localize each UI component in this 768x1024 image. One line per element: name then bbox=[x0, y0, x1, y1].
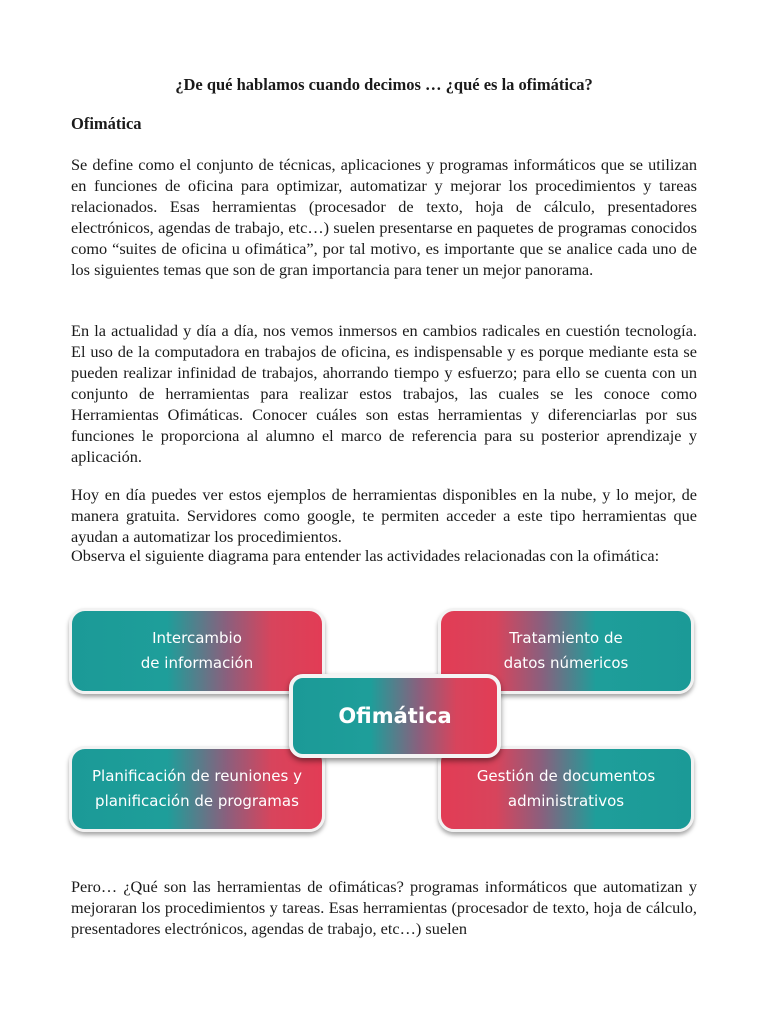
section-heading: Ofimática bbox=[71, 114, 142, 133]
diagram-label-gestion: Gestión de documentos administrativos bbox=[476, 767, 656, 810]
document-title: ¿De qué hablamos cuando decimos … ¿qué es la ofimática? bbox=[175, 75, 593, 94]
diagram-center-label: Ofimática bbox=[338, 703, 452, 728]
diagram-label-planificacion: Planificación de reuniones y planificación de programas bbox=[92, 767, 302, 810]
diagram-label-tratamiento: Tratamiento de datos númericos bbox=[503, 629, 629, 672]
diagram-label-intercambio: Intercambio de información bbox=[140, 629, 254, 672]
diagram-box-planificacion bbox=[69, 746, 325, 832]
paragraph-definition: Se define como el conjunto de técnicas, aplicaciones y programas informáticos que se utilizan en funciones de oficina para optimizar, automatizar y mejorar los procedimientos y tareas relacionados. Esas herramientas (procesador de texto, hoja de cálculo, presentadores electrónicos, agendas de trabajo, etc…) suelen presentarse en paquetes de programas conocidos como “suites de oficina u ofimática”, por tal motivo, es importante que se analice cada uno de los siguientes temas que son de gran importancia para tener un mejor panorama. bbox=[71, 155, 697, 279]
diagram-box-gestion bbox=[438, 746, 694, 832]
ofimatica-diagram bbox=[69, 606, 697, 836]
paragraph-diagram-intro: Observa el siguiente diagrama para entender las actividades relacionadas con la ofimática: bbox=[71, 546, 660, 565]
paragraph-context: En la actualidad y día a día, nos vemos inmersos en cambios radicales en cuestión tecnología. El uso de la computadora en trabajos de oficina, es indispensable y es porque mediante esta se pueden realizar infinidad de trabajos, ahorrando tiempo y esfuerzo; para ello se cuenta con un conjunto de herramientas para realizar estos trabajos, las cuales se les conoce como Herramientas Ofimáticas. Conocer cuáles son estas herramientas y diferenciarlas por sus funciones le proporciona al alumno el marco de referencia para su posterior aprendizaje y aplicación. bbox=[71, 321, 697, 466]
diagram-center-box bbox=[289, 674, 501, 758]
diagram-box-intercambio bbox=[69, 608, 325, 694]
paragraph-herramientas: Pero… ¿Qué son las herramientas de ofimáticas? programas informáticos que automatizan y mejoraran los procedimientos y tareas. Esas herramientas (procesador de texto, hoja de cálculo, presentadores electrónicos, agendas de trabajo, etc…) suelen bbox=[71, 877, 697, 938]
paragraph-cloud-tools: Hoy en día puedes ver estos ejemplos de herramientas disponibles en la nube, y lo mejor, de manera gratuita. Servidores como google, te permiten acceder a este tipo herramientas que ayudan a automatizar los procedimientos. bbox=[71, 485, 697, 546]
